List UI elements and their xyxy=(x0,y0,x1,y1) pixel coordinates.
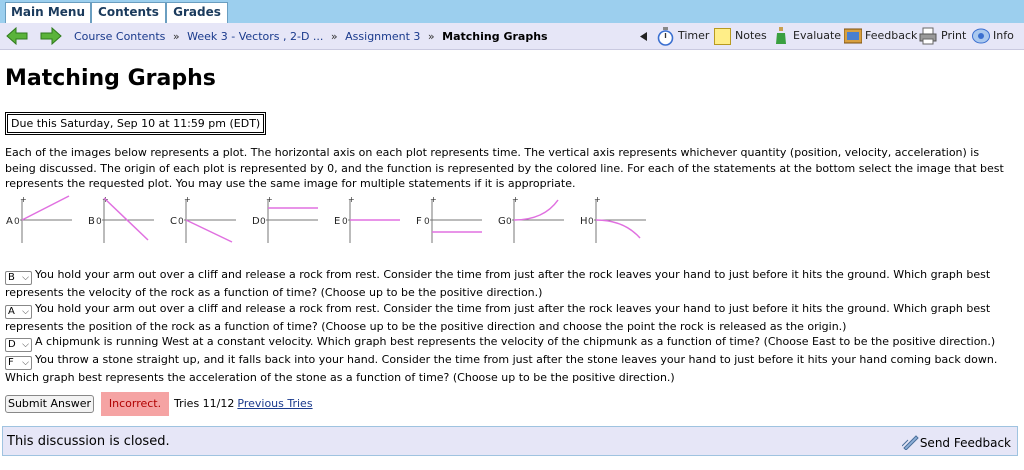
question-item xyxy=(5,352,1005,386)
notes-button[interactable]: Notes xyxy=(735,29,767,42)
question-text: You hold your arm out over a cliff and release a rock from rest. Consider the time from just after the rock leaves your hand to just before it hits the ground. Which graph best represents the velocity of the rock as a function of time? (Choose up to be the positive direction.) xyxy=(5,268,991,299)
plot-letter-label: H xyxy=(580,216,588,227)
plot-origin-label: 0 xyxy=(588,217,594,227)
plot-plus-label: + xyxy=(184,195,191,204)
answer-select[interactable]: D ⌵ xyxy=(5,338,32,352)
print-icon xyxy=(919,27,937,45)
evaluate-icon xyxy=(775,27,787,45)
tab-contents[interactable]: Contents xyxy=(91,2,166,23)
send-feedback-label: Send Feedback xyxy=(919,436,1011,450)
previous-tries-link[interactable]: Previous Tries xyxy=(237,397,313,410)
question-item xyxy=(5,334,1005,352)
breadcrumb-separator: » xyxy=(172,30,180,43)
question-list xyxy=(5,267,1005,386)
plot-plus-label: + xyxy=(348,195,355,204)
plot-letter-label: F xyxy=(416,216,422,227)
plot-origin-label: 0 xyxy=(178,217,184,227)
plot-origin-label: 0 xyxy=(14,217,20,227)
answer-select[interactable]: F ⌵ xyxy=(5,356,32,370)
plot-origin-label: 0 xyxy=(260,217,266,227)
breadcrumb-separator: » xyxy=(427,30,435,43)
question-text: You hold your arm out over a cliff and release a rock from rest. Consider the time from just after the rock leaves your hand to just before it hits the ground. Which graph best represents the position of the rock as a function of time? (Choose up to be the positive direction and choose the point the rock is released as the origin.) xyxy=(5,301,991,333)
plot-origin-label: 0 xyxy=(342,217,348,227)
submit-answer-button[interactable]: Submit Answer xyxy=(5,395,94,413)
plot-origin-label: 0 xyxy=(96,217,102,227)
timer-button[interactable]: Timer xyxy=(678,29,710,42)
instructions-text: Each of the images below represents a plot. The horizontal axis on each plot represents time. The vertical axis represents whichever quantity (position, velocity, acceleration) is being discussed. The origin of each plot is represented by 0, and the function is represented by the colored line. For each of the statements at the bottom select the image that best represents the requested plot. You may use the same image for multiple statements if it is appropriate. xyxy=(5,146,1004,190)
plot-function-line xyxy=(22,196,69,220)
plot-plus-label: + xyxy=(512,195,519,204)
plot-function-line xyxy=(186,220,232,242)
breadcrumb-course[interactable]: Course Contents xyxy=(74,30,166,43)
info-icon xyxy=(972,27,990,45)
back-arrow-icon[interactable] xyxy=(6,27,28,45)
notes-icon xyxy=(714,28,731,45)
answer-select[interactable]: B ⌵ xyxy=(5,271,32,285)
due-date-text: Due this Saturday, Sep 10 at 11:59 pm (EDT) xyxy=(7,114,264,133)
navigation-bar xyxy=(0,23,1024,50)
plot-letter-label: E xyxy=(334,216,341,227)
plot-origin-label: 0 xyxy=(506,217,512,227)
feedback-button[interactable]: Feedback xyxy=(865,29,918,42)
breadcrumb-current: Matching Graphs xyxy=(442,30,548,43)
tries-count: Tries 11/12 xyxy=(174,397,235,410)
question-item xyxy=(5,267,1005,301)
plot-plus-label: + xyxy=(20,195,27,204)
breadcrumb xyxy=(74,30,548,43)
plot-origin-label: 0 xyxy=(424,217,430,227)
feedback-pencil-icon xyxy=(902,434,920,450)
forward-arrow-icon[interactable] xyxy=(40,27,62,45)
plot-function-line xyxy=(104,198,148,240)
plot-plus-label: + xyxy=(266,195,273,204)
discussion-closed-text: This discussion is closed. xyxy=(7,434,170,449)
due-date-box xyxy=(5,112,266,135)
plot-letter-label: B xyxy=(88,216,95,227)
tab-grades[interactable]: Grades xyxy=(166,2,228,23)
plot-plus-label: + xyxy=(102,195,109,204)
plot-letter-label: D xyxy=(252,216,260,227)
timer-icon xyxy=(657,27,674,46)
question-text: A chipmunk is running West at a constant velocity. Which graph best represents the velocity of the chipmunk as a function of time? (Choose East to be the positive direction.) xyxy=(35,335,996,348)
plot-function-line xyxy=(596,220,640,238)
top-tab-bar xyxy=(0,0,1024,23)
collapse-arrow-icon[interactable] xyxy=(640,32,648,41)
plot-thumbnails xyxy=(0,195,660,245)
plot-letter-label: G xyxy=(498,216,506,227)
tab-main-menu[interactable]: Main Menu xyxy=(5,2,91,23)
tries-info xyxy=(174,397,313,410)
plot-function-line xyxy=(514,200,558,220)
plot-plus-label: + xyxy=(594,195,601,204)
breadcrumb-assignment[interactable]: Assignment 3 xyxy=(345,30,421,43)
print-button[interactable]: Print xyxy=(941,29,967,42)
question-item xyxy=(5,301,1005,335)
plot-letter-label: A xyxy=(6,216,13,227)
send-feedback-link[interactable] xyxy=(902,434,1011,450)
evaluate-button[interactable]: Evaluate xyxy=(793,29,842,42)
info-button[interactable]: Info xyxy=(993,29,1014,42)
breadcrumb-week[interactable]: Week 3 - Vectors , 2-D ... xyxy=(187,30,324,43)
page-title: Matching Graphs xyxy=(5,66,216,91)
discussion-bar xyxy=(2,426,1018,456)
plot-plus-label: + xyxy=(430,195,437,204)
answer-select[interactable]: A ⌵ xyxy=(5,305,32,319)
breadcrumb-separator: » xyxy=(330,30,338,43)
feedback-icon xyxy=(844,27,862,45)
question-text: You throw a stone straight up, and it falls back into your hand. Consider the time from just after the stone leaves your hand to just before it hits your hand coming back down. Which graph best represents the acceleration of the stone as a function of time? (Choose up to be the positive direction.) xyxy=(5,353,998,384)
status-badge: Incorrect. xyxy=(101,392,169,416)
plot-letter-label: C xyxy=(170,216,177,227)
